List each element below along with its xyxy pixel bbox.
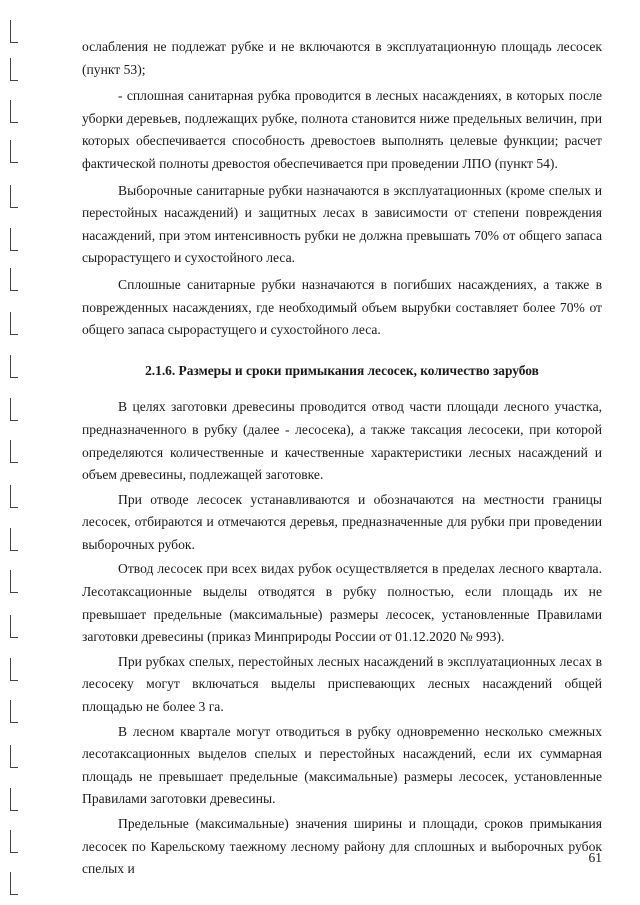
- page-content: [82, 36, 602, 881]
- paragraph: В лесном квартале могут отводиться в рубку одновременно несколько смежных лесотаксационных выделов спелых и перестойных насаждений, если их суммарная площадь не превышает предельные (максимальные) размеры лесосек, установленные Правилами заготовки древесины.: [82, 723, 602, 807]
- paragraph-continuation: ослабления не подлежат рубке и не включаются в эксплуатационную площадь лесосек (пункт 53);: [82, 39, 602, 77]
- binding-mark: [10, 830, 18, 853]
- paragraph: Выборочные санитарные рубки назначаются в эксплуатационных (кроме спелых и перестойных насаждений) и защитных лесах в зависимости от степени повреждения насаждений, при этом интенсивность рубки не должна превышать 70% от общего запаса сырорастущего и сухостойного леса.: [82, 182, 602, 266]
- binding-mark: [10, 355, 18, 378]
- binding-mark: [10, 528, 18, 551]
- binding-mark: [10, 615, 18, 638]
- binding-mark: [10, 745, 18, 768]
- paragraph: Отвод лесосек при всех видах рубок осуществляется в пределах лесного квартала. Лесотаксационные выделы отводятся в рубку полностью, если площадь их не превышает предельные (максимальные) размеры лесосек, установленные Правилами заготовки древесины (приказ Минприроды России от 01.12.2020 № 993).: [82, 561, 602, 645]
- binding-mark: [10, 58, 18, 81]
- binding-mark: [10, 20, 18, 43]
- binding-mark: [10, 228, 18, 251]
- page-number: 61: [588, 850, 602, 865]
- paragraph: В целях заготовки древесины проводится отвод части площади лесного участка, предназначенного в рубку (далее - лесосека), а также таксация лесосеки, при которой определяются количественные и качественные характеристики лесных насаждений и объем древесины, подлежащей заготовке.: [82, 399, 602, 483]
- paragraph: При отводе лесосек устанавливаются и обозначаются на местности границы лесосек, отбираются и отмечаются деревья, предназначенные для рубки при проведении выборочных рубок.: [82, 491, 602, 552]
- paragraph: Сплошные санитарные рубки назначаются в погибших насаждениях, а также в поврежденных насаждениях, где необходимый объем вырубки составляет более 70% от общего запаса сырорастущего и сухостойного леса.: [82, 276, 602, 338]
- binding-mark: [10, 485, 18, 508]
- paragraph-list-item: - сплошная санитарная рубка проводится в лесных насаждениях, в которых после уборки деревьев, подлежащих рубке, полнота становится ниже предельных величин, при которых обеспечивается способность древостоев выполнять целевые функции; расчет фактической полноты древостоя обеспечивается при проведении ЛПО (пункт 54).: [82, 88, 602, 171]
- binding-mark: [10, 788, 18, 811]
- binding-mark: [10, 100, 18, 123]
- binding-mark: [10, 185, 18, 208]
- paragraph: При рубках спелых, перестойных лесных насаждений в эксплуатационных лесах в лесосеку могут включаться выделы приспевающих лесных насаждений общей площадью не более 3 га.: [82, 653, 602, 715]
- binding-mark: [10, 268, 18, 291]
- paragraph: Предельные (максимальные) значения ширины и площади, сроков примыкания лесосек по Карельскому таежному лесному району для сплошных и выборочных рубок спелых и: [82, 816, 602, 877]
- binding-mark: [10, 440, 18, 463]
- binding-mark: [10, 398, 18, 421]
- binding-mark: [10, 658, 18, 681]
- binding-mark: [10, 140, 18, 163]
- binding-mark: [10, 570, 18, 593]
- binding-mark: [10, 312, 18, 335]
- binding-marks: [4, 0, 24, 905]
- binding-mark: [10, 700, 18, 723]
- section-heading: 2.1.6. Размеры и сроки примыкания лесосек, количество зарубов: [145, 362, 539, 378]
- binding-mark: [10, 872, 18, 895]
